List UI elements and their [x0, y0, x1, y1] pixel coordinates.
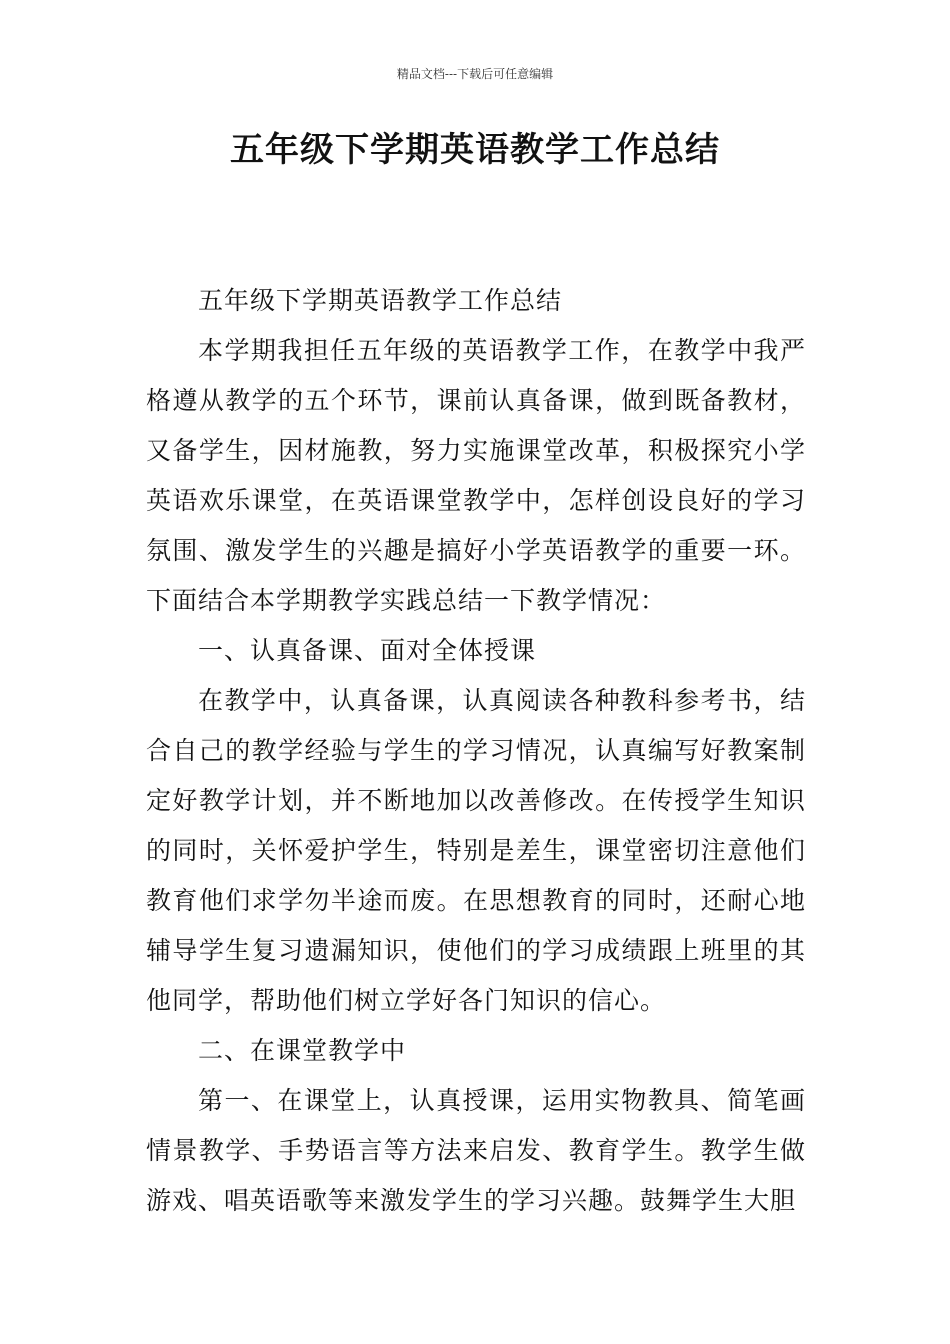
section-heading-2: 二、在课堂教学中 [198, 1036, 407, 1065]
intro-paragraph: 本学期我担任五年级的英语教学工作，在教学中我严格遵从教学的五个环节，课前认真备课，做到既备教材，又备学生，因材施教，努力实施课堂改革，积极探究小学英语欢乐课堂，在英语课堂教学中，怎样创设良好的学习氛围、激发学生的兴趣是搞好小学英语教学的重要一环。下面结合本学期教学实践总结一下教学情况： [146, 336, 806, 615]
section-heading-1: 一、认真备课、面对全体授课 [198, 636, 537, 665]
body-subtitle-paragraph: 五年级下学期英语教学工作总结 [198, 286, 563, 315]
document-body [146, 276, 806, 1226]
document-title: 五年级下学期英语教学工作总结 [230, 130, 720, 170]
section-2-paragraph: 第一、在课堂上，认真授课，运用实物教具、简笔画情景教学、手势语言等方法来启发、教育学生。教学生做游戏、唱英语歌等来激发学生的学习兴趣。鼓舞学生大胆 [146, 1086, 806, 1215]
page-header-note: 精品文档---下载后可任意编辑 [396, 67, 554, 81]
section-1-paragraph: 在教学中，认真备课，认真阅读各种教科参考书，结合自己的教学经验与学生的学习情况，认真编写好教案制定好教学计划，并不断地加以改善修改。在传授学生知识的同时，关怀爱护学生，特别是差生，课堂密切注意他们教育他们求学勿半途而废。在思想教育的同时，还耐心地辅导学生复习遗漏知识，使他们的学习成绩跟上班里的其他同学，帮助他们树立学好各门知识的信心。 [146, 686, 806, 1015]
